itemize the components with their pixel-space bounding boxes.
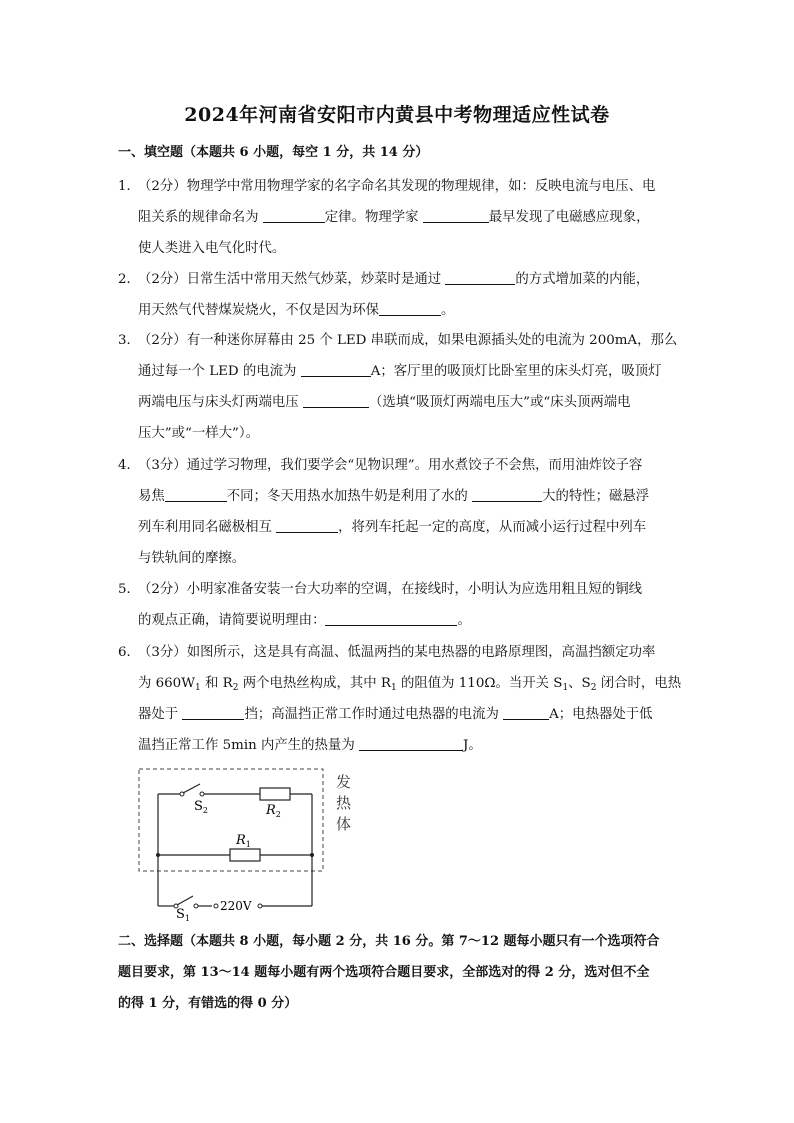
answer-blank[interactable] bbox=[301, 362, 371, 377]
answer-blank[interactable] bbox=[503, 705, 549, 720]
question-number: 4． bbox=[118, 458, 140, 473]
r2-label: $R_2$ bbox=[266, 803, 281, 819]
question-2: 2． （2分）日常生活中常用天然气炒菜，炒菜时是通过 的方式增加菜的内能， 用天然气代替煤炭烧火，不仅是因为环保 。 bbox=[118, 264, 688, 295]
answer-blank[interactable] bbox=[303, 393, 369, 408]
s1-label: $S_1$ bbox=[176, 907, 190, 923]
heater-side-label: 发 热 体 bbox=[336, 773, 352, 833]
section-heading-fill-blank: 一、填空题（本题共 6 小题，每空 1 分，共 14 分） bbox=[118, 145, 429, 160]
source-terminal bbox=[214, 904, 218, 908]
question-number: 5． bbox=[118, 582, 140, 597]
answer-blank[interactable] bbox=[325, 611, 457, 626]
question-3: 3． （2分）有一种迷你屏幕由 25 个 LED 串联而成，如果电源插头处的电流为 200mA，那么 通过每一个 LED 的电流为 A；客厅里的吸顶灯比卧室里的床头灯亮，吸顶灯 两端电压与床头灯两端电压 （选填“吸顶灯两端电压大”或“床头顶两端电 压大”或“一样大”）。 bbox=[118, 325, 688, 356]
answer-blank[interactable] bbox=[263, 208, 325, 223]
circuit-diagram bbox=[136, 764, 356, 924]
answer-blank[interactable] bbox=[379, 301, 441, 316]
answer-blank[interactable] bbox=[423, 208, 489, 223]
source-terminal bbox=[258, 904, 262, 908]
question-6: 6． （3分）如图所示，这是具有高温、低温两挡的某电热器的电路原理图，高温挡额定功率 为 $660W_1$ 和 $R_2$ 两个电热丝构成，其中 $R_1$ 的阻值为 110Ω。当开关 $S_1$、$S_2$ 闭合时，电热 器处于 挡；高温挡正常工作时通过电热器的电流为 A；电热器处于低 温挡正常工作 5min 内产生的热量为 J。 bbox=[118, 637, 688, 668]
answer-blank[interactable] bbox=[359, 736, 463, 751]
source-label: 220V bbox=[220, 899, 252, 913]
question-4: 4． （3分）通过学习物理，我们要学会“见物识理”。用水煮饺子不会焦，而用油炸饺子容 易焦 不同；冬天用热水加热牛奶是利用了水的 大的特性；磁悬浮 列车利用同名磁极相互 ，将列车托起一定的高度，从而减小运行过程中列车 与铁轨间的摩擦。 bbox=[118, 450, 688, 481]
circuit-svg bbox=[136, 764, 356, 924]
s1-switch-blade bbox=[177, 896, 193, 905]
s2-label: $S_2$ bbox=[194, 799, 208, 815]
answer-blank[interactable] bbox=[276, 518, 338, 533]
question-number: 1． bbox=[118, 179, 140, 194]
answer-blank[interactable] bbox=[165, 487, 227, 502]
page-title: 2024年河南省安阳市内黄县中考物理适应性试卷 bbox=[184, 104, 610, 126]
s2-switch-blade bbox=[183, 784, 200, 793]
r1-label: $R_1$ bbox=[236, 833, 251, 849]
question-5: 5． （2分）小明家准备安装一台大功率的空调，在接线时，小明认为应选用粗且短的铜线 的观点正确，请简要说明理由： 。 bbox=[118, 574, 688, 605]
junction-dot bbox=[156, 853, 160, 857]
question-number: 2． bbox=[118, 272, 140, 287]
section-heading-multiple-choice: 二、选择题（本题共 8 小题，每小题 2 分，共 16 分。第 7～12 题每小题只有一个选项符合 题目要求，第 13～14 题每小题有两个选项符合题目要求，全部选对的得 2 分，选对但不全 的得 1 分，有错选的得 0 分） bbox=[118, 934, 660, 1011]
r1-resistor bbox=[230, 849, 260, 861]
r2-resistor bbox=[260, 788, 290, 800]
answer-blank[interactable] bbox=[472, 487, 542, 502]
answer-blank[interactable] bbox=[445, 270, 515, 285]
question-number: 6． bbox=[118, 645, 140, 660]
question-1: 1． （2分）物理学中常用物理学家的名字命名其发现的物理规律，如：反映电流与电压、电 阻关系的规律命名为 定律。物理学家 最早发现了电磁感应现象， 使人类进入电气化时代。 bbox=[118, 171, 688, 202]
question-number: 3． bbox=[118, 333, 140, 348]
answer-blank[interactable] bbox=[182, 705, 244, 720]
junction-dot bbox=[310, 853, 314, 857]
